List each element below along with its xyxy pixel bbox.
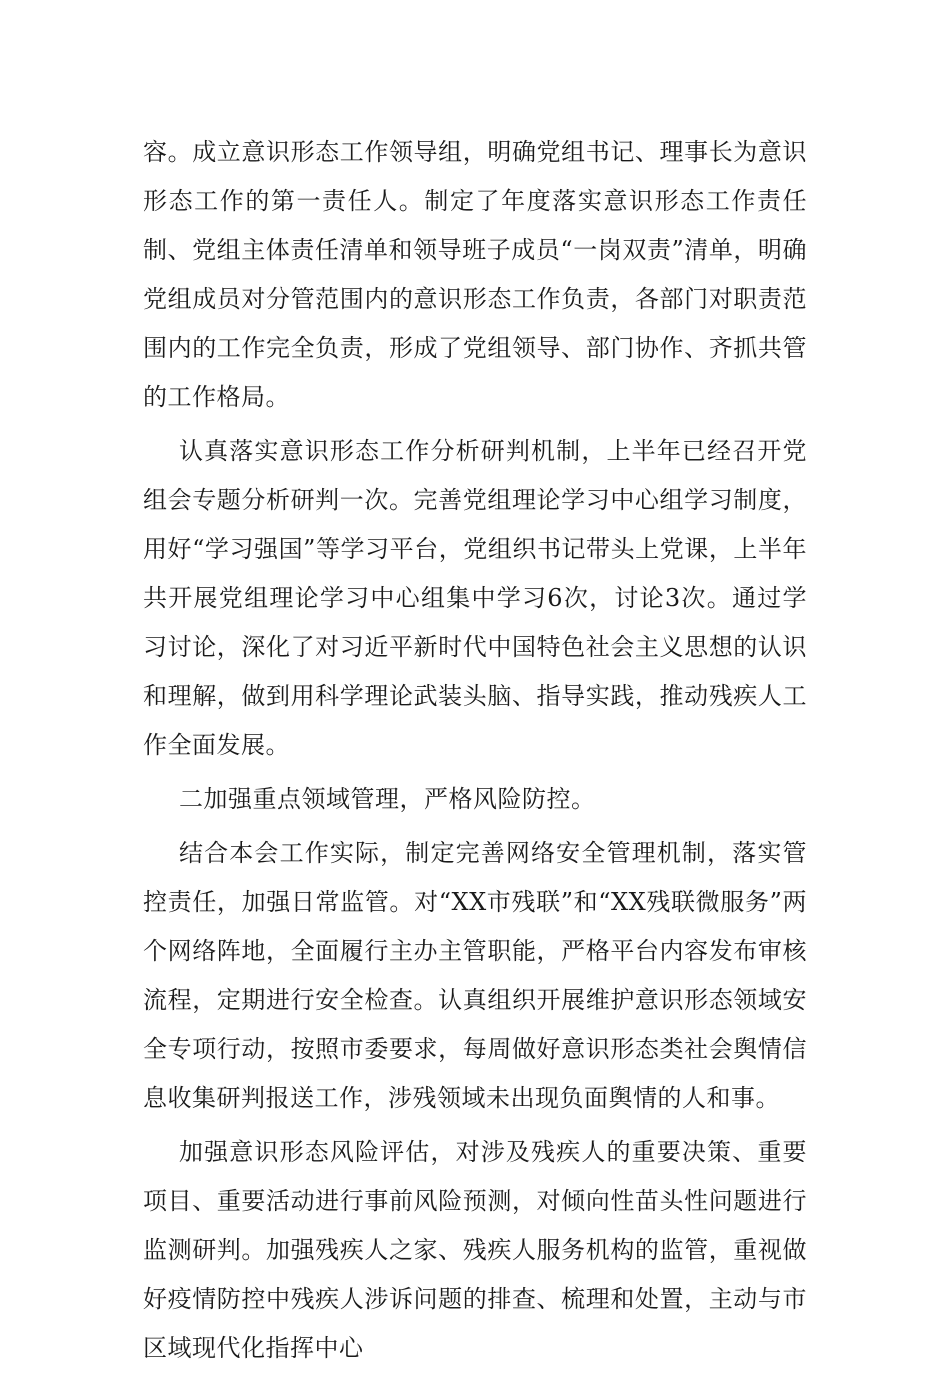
paragraph-network-security: 结合本会工作实际，制定完善网络安全管理机制，落实管控责任，加强日常监管。对“XX市残联”和“XX残联微服务”两个网络阵地，全面履行主办主管职能，严格平台内容发布审核流程，定期进行安全检查。认真组织开展维护意识形态领域安全专项行动，按照市委要求，每周做好意识形态类社会舆情信息收集研判报送工作，涉残领域未出现负面舆情的人和事。 (143, 839, 807, 1112)
paragraph-analysis-mechanism: 认真落实意识形态工作分析研判机制，上半年已经召开党组会专题分析研判一次。完善党组理论学习中心组学习制度，用好“学习强国”等学习平台，党组织书记带头上党课，上半年共开展党组理论学习中心组集中学习6次，讨论3次。通过学习讨论，深化了对习近平新时代中国特色社会主义思想的认识和理解，做到用科学理论武装头脑、指导实践，推动残疾人工作全面发展。 (143, 437, 807, 759)
section-heading-risk-control: 二加强重点领域管理，严格风险防控。 (179, 785, 596, 813)
paragraph-continuation: 容。成立意识形态工作领导组，明确党组书记、理事长为意识形态工作的第一责任人。制定了年度落实意识形态工作责任制、党组主体责任清单和领导班子成员“一岗双责”清单，明确党组成员对分管范围内的意识形态工作负责，各部门对职责范围内的工作完全负责，形成了党组领导、部门协作、齐抓共管的工作格局。 (143, 138, 807, 411)
document-body (143, 128, 807, 1373)
paragraph-risk-assessment: 加强意识形态风险评估，对涉及残疾人的重要决策、重要项目、重要活动进行事前风险预测，对倾向性苗头性问题进行监测研判。加强残疾人之家、残疾人服务机构的监管，重视做好疫情防控中残疾人涉诉问题的排查、梳理和处置，主动与市区域现代化指挥中心 (143, 1138, 807, 1362)
